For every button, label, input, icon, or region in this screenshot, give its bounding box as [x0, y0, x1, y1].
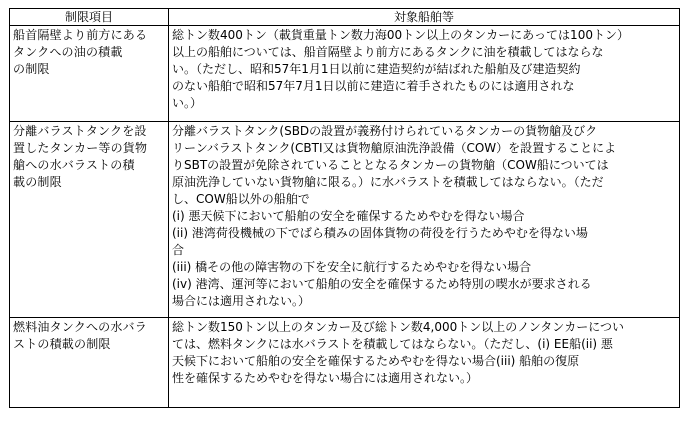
cell-text-line: 載の制限 — [13, 175, 62, 189]
cell-text-line: 総トン数400トン（載貨重量トン数力海00トン以上のタンカーにあっては100トン） — [172, 28, 629, 42]
cell-text-line: 置したタンカー等の貨物 — [13, 141, 148, 155]
cell-text-line: (ii) 港湾荷役機械の下でばら積みの固体貨物の荷役を行うためやむを得ない場 — [172, 226, 588, 240]
table-row — [10, 318, 680, 408]
target-vessels-cell — [169, 318, 680, 408]
cell-text-line: 分離バラストタンク(SBDの設置が義務付けられているタンカーの貨物艙及びク — [172, 124, 598, 138]
header-target-vessels: 対象船舶等 — [169, 9, 680, 26]
cell-text-line: の制限 — [13, 62, 50, 76]
cell-text-line: い。（ただし、昭和57年1月1日以前に建造契約が結ばれた船舶及び建造契約 — [172, 62, 581, 76]
cell-text-line: 天候下において船舶の安全を確保するためやむを得ない場合(iii) 船舶の復原 — [172, 354, 580, 368]
header-restriction-item: 制限項目 — [10, 9, 169, 26]
cell-text-line: 性を確保するためやむを得ない場合には適用されない。） — [172, 371, 479, 385]
table-row — [10, 26, 680, 122]
cell-text-line: 以上の船舶については、船首隔壁より前方にあるタンクに油を積載してはならな — [172, 45, 604, 59]
regulation-table — [9, 8, 680, 408]
header-row — [10, 9, 680, 26]
cell-text-line: 総トン数150トン以上のタンカー及び総トン数4,000トン以上のノンタンカーについ — [172, 320, 625, 334]
restriction-item-cell — [10, 122, 169, 318]
cell-text-line: (iii) 橋その他の障害物の下を安全に航行するためやむを得ない場合 — [172, 260, 532, 274]
target-vessels-cell — [169, 26, 680, 122]
cell-text-line: 燃料油タンクへの水バラ — [13, 320, 147, 334]
cell-text-line: 分離バラストタンクを設 — [13, 124, 147, 138]
cell-text-line: のない船舶で昭和57年7月1日以前に建造に着手されたものには適用されな — [172, 79, 575, 93]
cell-text-line: リーンバラストタンク(CBTI又は貨物艙原油洗浄設備（COW）を設置することによ — [172, 141, 617, 155]
cell-text-line: 艙への水バラストの積 — [13, 158, 135, 172]
restriction-item-cell — [10, 26, 169, 122]
cell-text-line: 場合には適用されない。） — [172, 294, 311, 308]
regulation-table-container — [9, 8, 680, 408]
cell-text-line: (i) 悪天候下において船舶の安全を確保するためやむを得ない場合 — [172, 209, 525, 223]
cell-text-line: ストの積載の制限 — [13, 337, 111, 351]
cell-text-line: ては、燃料タンクには水バラストを積載してはならない。（ただし、(i) EE船(ii) 悪 — [172, 337, 613, 351]
target-vessels-cell — [169, 122, 680, 318]
cell-text-line: りSBTの設置が免除されていることとなるタンカーの貨物艙（COW船については — [172, 158, 609, 172]
restriction-item-cell — [10, 318, 169, 408]
cell-text-line: タンクへの油の積載 — [13, 45, 123, 59]
cell-text-line: 合 — [172, 243, 185, 257]
cell-text-line: (iv) 港湾、運河等において船舶の安全を確保するため特別の喫水が要求される — [172, 277, 592, 291]
cell-text-line: い。） — [172, 96, 203, 110]
cell-text-line: し、COW船以外の船舶で — [172, 192, 310, 206]
cell-text-line: 船首隔壁より前方にある — [13, 28, 148, 42]
cell-text-line: 原油洗浄していない貨物艙に限る。）に水バラストを積載してはならない。（ただ — [172, 175, 604, 189]
table-row — [10, 122, 680, 318]
